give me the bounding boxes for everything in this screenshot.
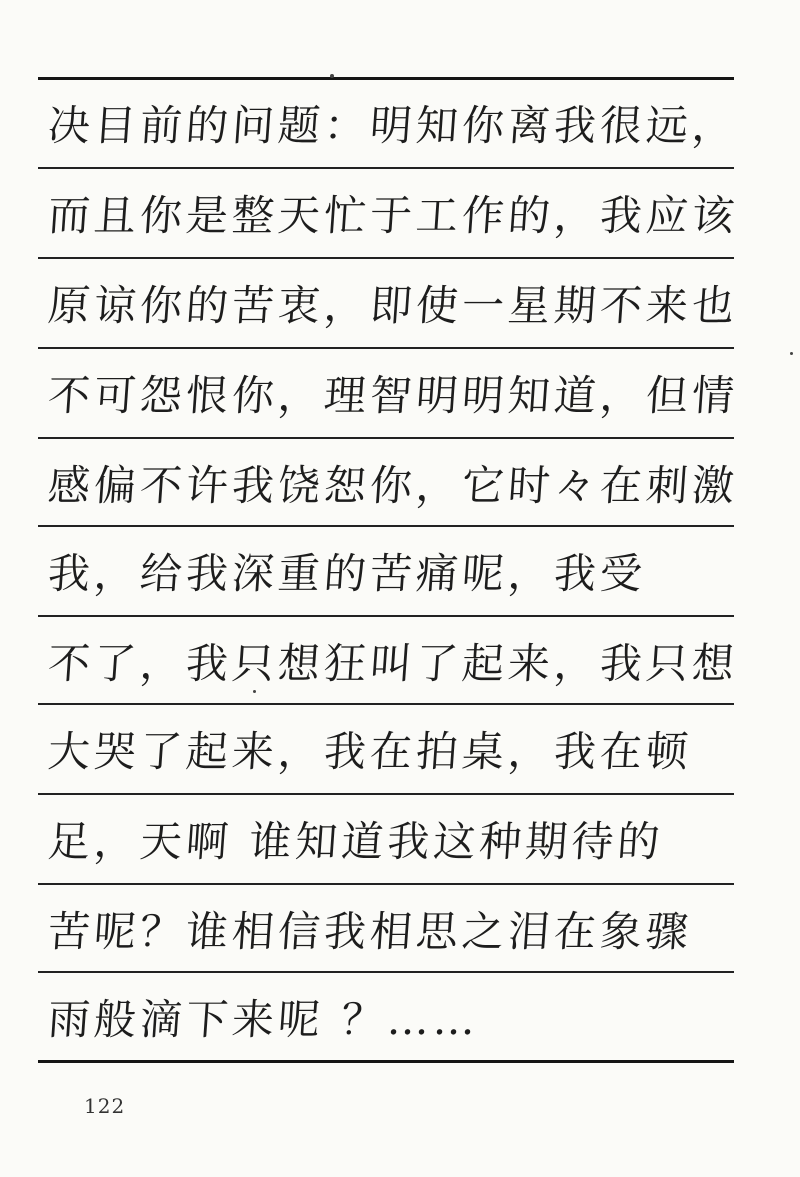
ink-speck bbox=[790, 352, 793, 355]
text-line-6: 我，给我深重的苦痛呢，我受 bbox=[46, 549, 648, 598]
rule-10 bbox=[38, 971, 734, 973]
rule-1 bbox=[38, 167, 734, 169]
rule-9 bbox=[38, 883, 734, 885]
rule-8 bbox=[38, 793, 734, 795]
text-line-11: 雨般滴下来呢 ？…… bbox=[46, 995, 482, 1044]
top-rule bbox=[38, 77, 734, 80]
rule-7 bbox=[38, 703, 734, 705]
rule-4 bbox=[38, 437, 734, 439]
text-line-10: 苦呢？谁相信我相思之泪在象骤 bbox=[46, 907, 694, 956]
ink-speck bbox=[330, 74, 334, 78]
text-line-8: 大哭了起来，我在拍桌，我在顿 bbox=[46, 727, 694, 776]
rule-3 bbox=[38, 347, 734, 349]
ink-speck bbox=[253, 690, 256, 693]
rule-6 bbox=[38, 615, 734, 617]
text-line-1: 决目前的问题：明知你离我很远， bbox=[46, 101, 740, 150]
text-line-4: 不可怨恨你，理智明明知道，但情 bbox=[46, 371, 740, 420]
page-number: 122 bbox=[84, 1094, 126, 1118]
text-line-9: 足，天啊 谁知道我这种期待的 bbox=[46, 817, 666, 866]
rule-2 bbox=[38, 257, 734, 259]
bottom-rule bbox=[38, 1060, 734, 1063]
text-line-5: 感偏不许我饶恕你，它时々在刺激 bbox=[46, 461, 740, 510]
text-line-2: 而且你是整天忙于工作的，我应该 bbox=[46, 191, 740, 240]
rule-5 bbox=[38, 525, 734, 527]
text-line-3: 原谅你的苦衷，即使一星期不来也 bbox=[46, 281, 740, 330]
text-line-7: 不了，我只想狂叫了起来，我只想 bbox=[46, 639, 740, 688]
